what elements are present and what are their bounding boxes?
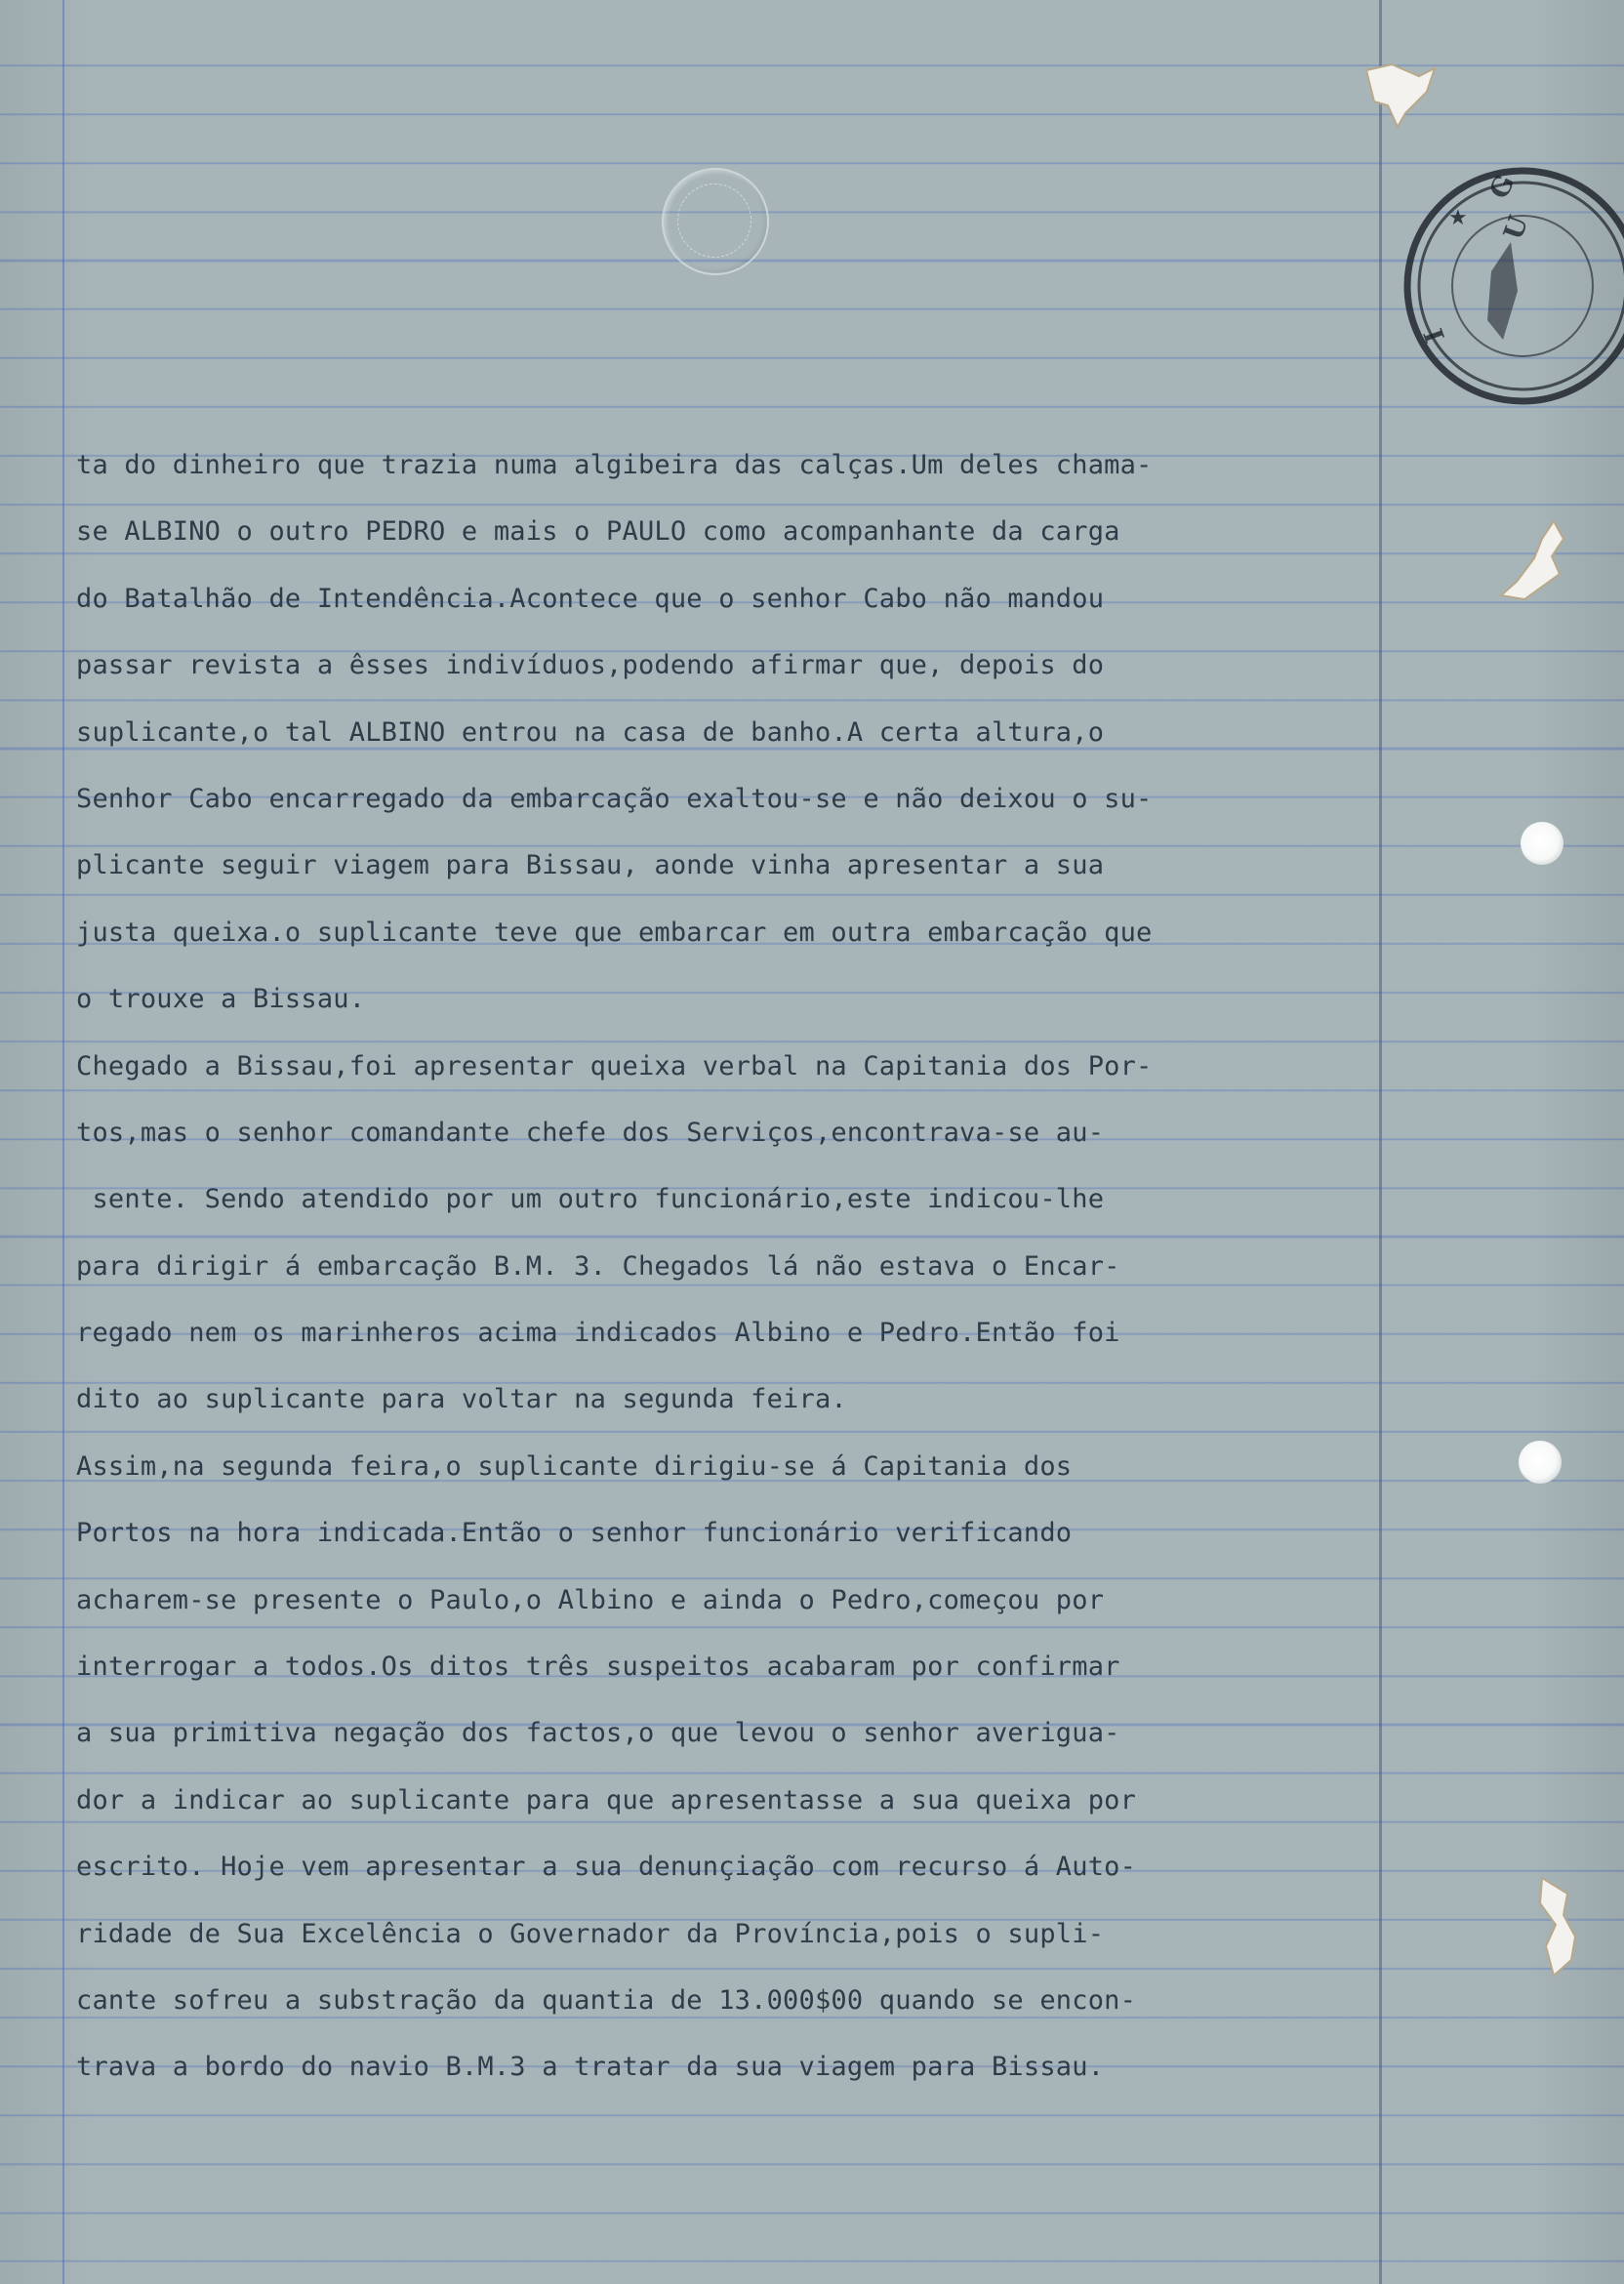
- paper-tear: [1362, 62, 1441, 131]
- typed-text-body: [76, 437, 1403, 2106]
- text-line: plicante seguir viagem para Bissau, aonde vinha apresentar a sua: [76, 850, 1105, 881]
- text-line: acharem-se presente o Paulo,o Albino e ainda o Pedro,começou por: [76, 1584, 1105, 1615]
- text-line: Senhor Cabo encarregado da embarcação exaltou-se e não deixou o su-: [76, 783, 1153, 814]
- text-line: sente. Sendo atendido por um outro funcionário,este indicou-lhe: [76, 1184, 1105, 1215]
- left-margin-line: [62, 0, 64, 2284]
- svg-text:★: ★: [1448, 205, 1468, 229]
- text-line: regado nem os marinheros acima indicados Albino e Pedro.Então foi: [76, 1318, 1120, 1349]
- text-line: ridade de Sua Excelência o Governador da Província,pois o supli-: [76, 1918, 1105, 1949]
- ink-stamp: [1386, 125, 1535, 447]
- text-line: suplicante,o tal ALBINO entrou na casa de banho.A certa altura,o: [76, 716, 1105, 748]
- text-line: justa queixa.o suplicante teve que embarcar em outra embarcação que: [76, 917, 1153, 948]
- text-line: tos,mas o senhor comandante chefe dos Serviços,encontrava-se au-: [76, 1117, 1105, 1148]
- text-line: trava a bordo do navio B.M.3 a tratar da sua viagem para Bissau.: [76, 2052, 1105, 2083]
- paper-tear: [1532, 1874, 1591, 1981]
- text-line: Assim,na segunda feira,o suplicante dirigiu-se á Capitania dos: [76, 1450, 1073, 1482]
- text-line: dor a indicar ao suplicante para que apresentasse a sua queixa por: [76, 1784, 1137, 1815]
- punch-hole: [1519, 1441, 1562, 1484]
- stamp-letter: I: [1418, 324, 1452, 347]
- punch-hole: [1521, 822, 1563, 865]
- embossed-seal: [662, 168, 769, 275]
- stamp-letter: G: [1483, 170, 1522, 204]
- text-line: o trouxe a Bissau.: [76, 984, 366, 1015]
- text-line: para dirigir á embarcação B.M. 3. Chegados lá não estava o Encar-: [76, 1250, 1120, 1282]
- text-line: escrito. Hoje vem apresentar a sua denunçiação com recurso á Auto-: [76, 1852, 1137, 1883]
- text-line: Portos na hora indicada.Então o senhor funcionário verificando: [76, 1518, 1073, 1549]
- stamp-letter: U: [1498, 212, 1535, 244]
- text-line: ta do dinheiro que trazia numa algibeira das calças.Um deles chama-: [76, 450, 1153, 480]
- text-line: passar revista a êsses indivíduos,podendo afirmar que, depois do: [76, 650, 1105, 681]
- text-line: interrogar a todos.Os ditos três suspeitos acabaram por confirmar: [76, 1652, 1120, 1683]
- paper-tear: [1495, 517, 1573, 605]
- text-line: cante sofreu a substração da quantia de 13.000$00 quando se encon-: [76, 1984, 1137, 2016]
- text-line: dito ao suplicante para voltar na segunda feira.: [76, 1384, 847, 1415]
- text-line: a sua primitiva negação dos factos,o que levou o senhor averigua-: [76, 1718, 1120, 1749]
- text-line: Chegado a Bissau,foi apresentar queixa verbal na Capitania dos Por-: [76, 1050, 1153, 1081]
- text-line: do Batalhão de Intendência.Acontece que o senhor Cabo não mandou: [76, 583, 1105, 614]
- text-line: se ALBINO o outro PEDRO e mais o PAULO como acompanhante da carga: [76, 516, 1120, 548]
